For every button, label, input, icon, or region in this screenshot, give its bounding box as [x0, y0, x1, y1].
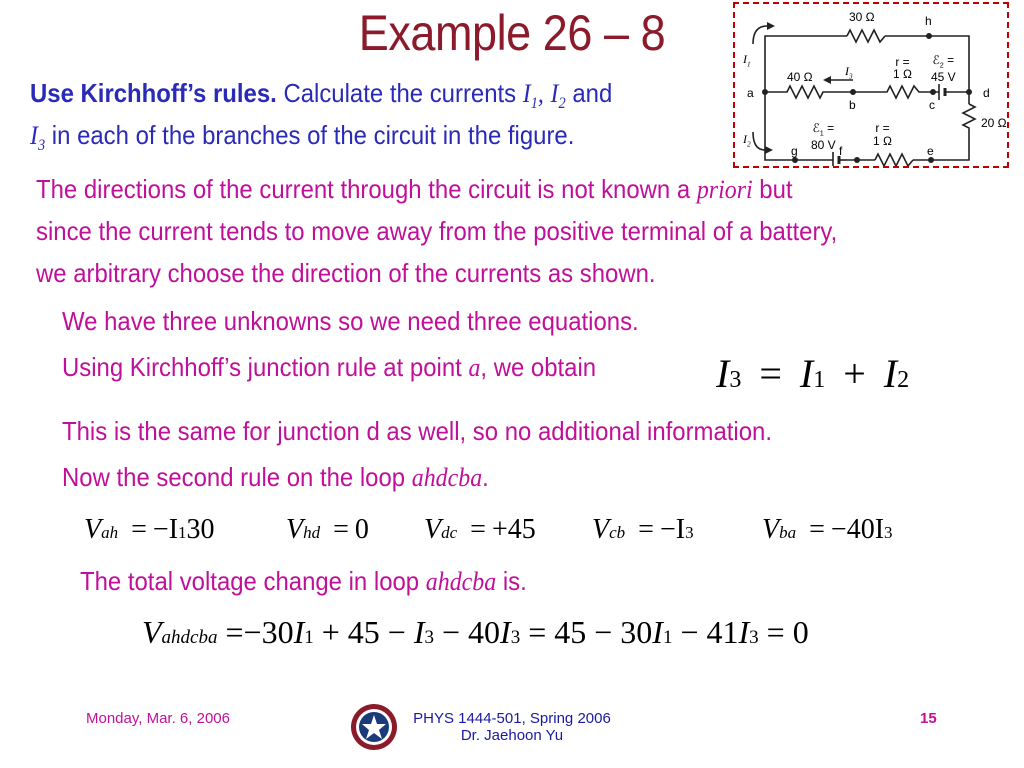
node-c: c [929, 98, 935, 112]
slide-title: Example 26 – 8 [358, 5, 666, 61]
node-h: h [925, 14, 932, 28]
para1-line-1: The directions of the current through the circuit is not known a priori but [36, 174, 793, 204]
para2: We have three unknowns so we need three equations. [62, 306, 639, 336]
label-emf2: ℰ$_2$ = 45 V [931, 53, 956, 85]
intro-line-2 [30, 120, 574, 155]
intro-line-1 [30, 78, 612, 113]
voltage-dc: Vdc = +45 [424, 514, 536, 545]
intro-and: and [572, 78, 613, 108]
voltage-ba: Vba = −40I3 [762, 514, 893, 545]
label-i2: $I_2$ [743, 132, 751, 149]
node-f: f [839, 144, 843, 158]
circuit-diagram [735, 4, 1007, 166]
voltage-ah: Vah = −I130 [84, 514, 215, 545]
para6: The total voltage change in loop ahdcba is. [80, 566, 527, 596]
para4: This is the same for junction d as well, so no additional information. [62, 416, 772, 446]
intro-i2: $I_2$ [550, 79, 566, 113]
footer-date: Monday, Mar. 6, 2006 [86, 710, 230, 727]
label-i1: $I_1$ [743, 52, 751, 69]
university-seal-icon [350, 703, 398, 751]
intro-i1: $I_1$, [522, 79, 544, 113]
footer-course: PHYS 1444-501, Spring 2006 Dr. Jaehoon Yu [413, 710, 611, 744]
label-30-ohm: 30 Ω [849, 10, 875, 24]
para5: Now the second rule on the loop ahdcba. [62, 462, 489, 492]
para1-line-2: since the current tends to move away from the positive terminal of a battery, [36, 216, 838, 246]
para3: Using Kirchhoff’s junction rule at point a, we obtain [62, 352, 597, 382]
node-d: d [983, 86, 990, 100]
resistor-1-ohm-bottom [875, 154, 913, 166]
para1-line-3: we arbitrary choose the direction of the currents as shown. [36, 258, 656, 288]
label-40-ohm: 40 Ω [787, 70, 813, 84]
priori-word: priori [696, 175, 753, 204]
label-r-mid: r = 1 Ω [893, 55, 912, 81]
intro-bold: Use Kirchhoff’s rules. [30, 78, 277, 108]
junction-equation: I3 = I1 + I2 [716, 351, 910, 396]
intro-i3: $I_3$ [30, 121, 46, 155]
circuit-figure [733, 2, 1009, 168]
node-e: e [927, 144, 934, 158]
resistor-20-ohm [963, 104, 975, 132]
voltage-hd: Vhd = 0 [286, 514, 369, 545]
total-loop-equation: Vahdcba =−30I1 + 45 − I3 − 40I3 = 45 − 30I1 − 41I3 = 0 [142, 614, 809, 650]
label-i3: $I_3$ [845, 64, 853, 81]
label-emf1: ℰ$_1$ = 80 V [811, 121, 836, 153]
voltage-cb: Vcb = −I3 [592, 514, 694, 545]
node-a: a [747, 86, 754, 100]
intro-text-2: in each of the branches of the circuit in the figure. [51, 120, 575, 150]
node-g: g [791, 144, 798, 158]
intro-text-1: Calculate the currents [283, 78, 517, 108]
label-r-bottom: r = 1 Ω [873, 121, 892, 148]
node-b: b [849, 98, 856, 112]
resistor-30-ohm [847, 30, 885, 42]
label-20-ohm: 20 Ω [981, 116, 1007, 130]
page-number: 15 [920, 710, 937, 727]
